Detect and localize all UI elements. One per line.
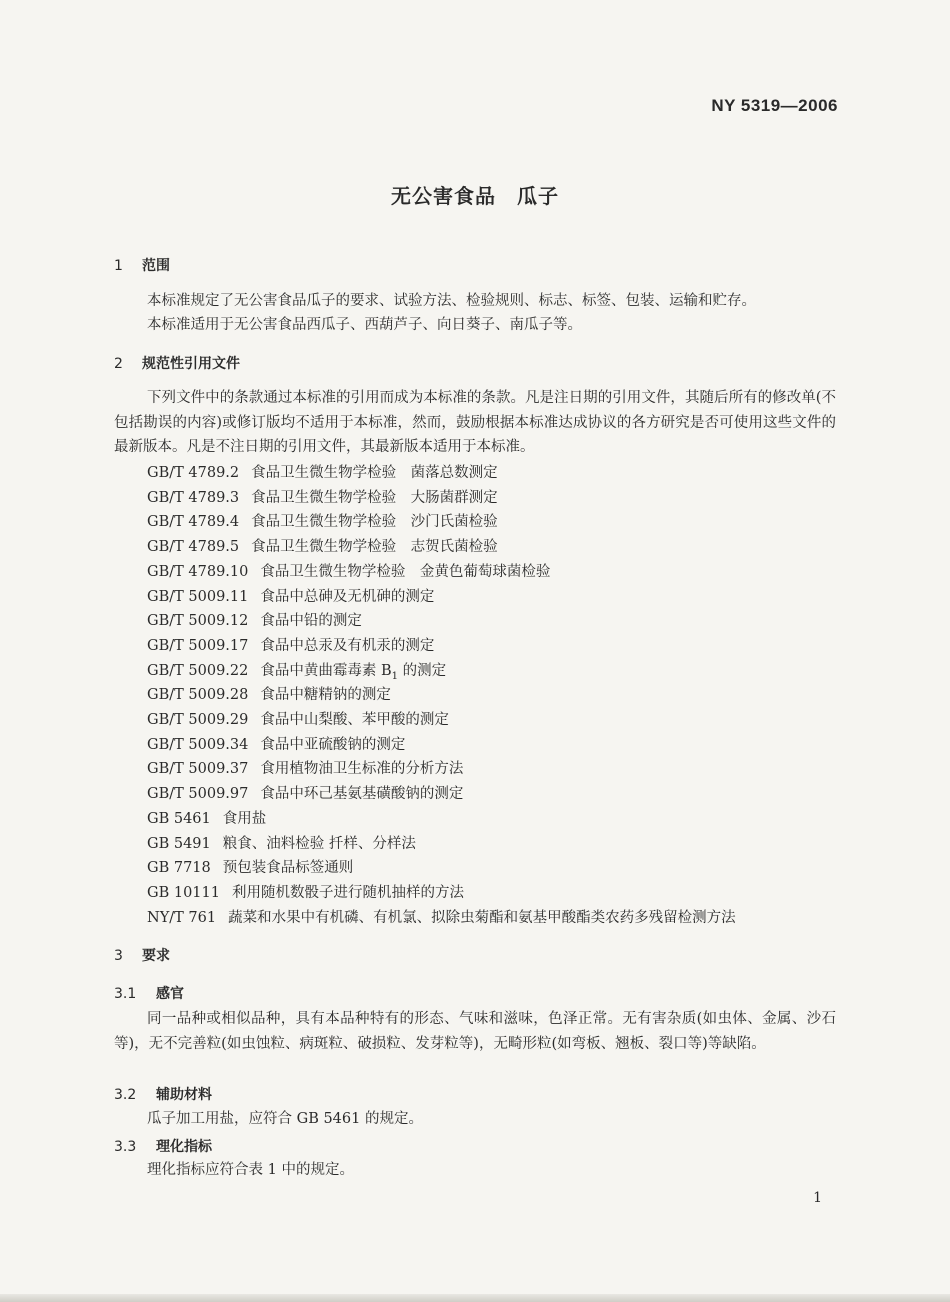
reference-code: GB/T 5009.11 (147, 588, 249, 605)
page-number: 1 (813, 1190, 822, 1206)
section-title: 范围 (142, 258, 170, 274)
standard-number: NY 5319—2006 (711, 96, 838, 115)
reference-item (147, 881, 464, 902)
reference-item (147, 708, 449, 729)
section-title: 辅助材料 (156, 1087, 212, 1103)
reference-title: 食品卫生微生物学检验 金黄色葡萄球菌检验 (260, 563, 551, 580)
reference-item (147, 659, 446, 682)
reference-code: GB/T 4789.10 (147, 563, 249, 580)
reference-code: GB 10111 (147, 884, 220, 901)
reference-code: GB/T 5009.97 (147, 786, 249, 803)
reference-item (147, 585, 434, 606)
reference-title: 食品中总砷及无机砷的测定 (260, 588, 435, 605)
reference-item (147, 634, 434, 655)
reference-code: GB/T 5009.28 (147, 687, 249, 704)
reference-item (147, 856, 353, 877)
reference-code: GB/T 5009.34 (147, 736, 249, 753)
reference-code: GB/T 5009.22 (147, 662, 249, 679)
reference-title: 食用植物油卫生标准的分析方法 (260, 761, 464, 778)
physicochemical-paragraph: 理化指标应符合表 1 中的规定。 (147, 1162, 354, 1178)
section-number: 3 (114, 948, 123, 964)
reference-item (147, 807, 266, 828)
section-title: 要求 (142, 948, 170, 964)
reference-title: 食品卫生微生物学检验 大肠菌群测定 (251, 489, 498, 506)
scope-paragraph-2: 本标准适用于无公害食品西瓜子、西葫芦子、向日葵子、南瓜子等。 (147, 317, 582, 333)
section-number: 2 (114, 356, 123, 372)
reference-title: 食品中环己基氨基磺酸钠的测定 (260, 786, 464, 803)
reference-title: 预包装食品标签通则 (222, 860, 354, 877)
section-3-1-heading (114, 983, 184, 1003)
reference-item (147, 486, 498, 507)
section-title: 感官 (156, 986, 184, 1002)
section-2-heading (114, 353, 240, 373)
reference-title-tail: 的测定 (398, 662, 447, 679)
reference-item (147, 461, 498, 482)
reference-code: GB/T 4789.2 (147, 465, 240, 481)
reference-code: GB/T 4789.4 (147, 514, 240, 531)
reference-item (147, 757, 463, 778)
reference-item (147, 832, 416, 853)
reference-code: GB 5491 (147, 835, 211, 852)
section-3-3-heading (114, 1136, 212, 1156)
reference-title: 食用盐 (222, 810, 267, 827)
section-1-heading (114, 255, 170, 275)
reference-title: 食品卫生微生物学检验 志贺氏菌检验 (251, 539, 498, 556)
reference-title: 食品中亚硫酸钠的测定 (260, 736, 406, 753)
reference-item (147, 609, 362, 630)
reference-item (147, 733, 405, 754)
reference-title: 食品中总汞及有机汞的测定 (260, 637, 435, 654)
reference-code: GB 7718 (147, 860, 211, 877)
scope-paragraph-1: 本标准规定了无公害食品瓜子的要求、试验方法、检验规则、标志、标签、包装、运输和贮存。 (147, 293, 756, 309)
reference-code: GB/T 5009.12 (147, 613, 249, 630)
section-title: 理化指标 (156, 1139, 212, 1155)
section-number: 3.2 (114, 1087, 137, 1103)
reference-code: GB/T 4789.3 (147, 489, 240, 506)
auxiliary-material-paragraph: 瓜子加工用盐，应符合 GB 5461 的规定。 (147, 1111, 423, 1127)
section-title: 规范性引用文件 (142, 356, 240, 372)
subscript: 1 (391, 670, 399, 682)
reference-item (147, 782, 463, 803)
reference-title: 食品卫生微生物学检验 菌落总数测定 (251, 465, 498, 481)
reference-item (147, 683, 391, 704)
reference-code: GB/T 5009.17 (147, 637, 249, 654)
reference-title: 食品卫生微生物学检验 沙门氏菌检验 (251, 514, 498, 531)
reference-title: 蔬菜和水果中有机磷、有机氯、拟除虫菊酯和氨基甲酸酯类农药多残留检测方法 (228, 909, 736, 926)
reference-item (147, 560, 550, 581)
reference-item (147, 510, 498, 531)
reference-title: 食品中糖精钠的测定 (260, 687, 391, 704)
reference-title: 食品中铅的测定 (260, 613, 362, 630)
section-number: 1 (114, 258, 123, 274)
section-3-2-heading (114, 1084, 212, 1104)
reference-title: 食品中山梨酸、苯甲酸的测定 (260, 712, 449, 728)
reference-title: 食品中黄曲霉毒素 B (260, 662, 392, 679)
section-number: 3.1 (114, 986, 137, 1002)
document-title: 无公害食品 瓜子 (391, 184, 559, 208)
reference-code: NY/T 761 (147, 909, 217, 926)
reference-code: GB 5461 (147, 810, 211, 827)
reference-code: GB/T 5009.37 (147, 761, 249, 778)
scan-edge (0, 1294, 950, 1302)
reference-code: GB/T 4789.5 (147, 539, 240, 556)
sensory-paragraph: 同一品种或相似品种，具有本品种特有的形态、气味和滋味，色泽正常。无有害杂质(如虫体、金属、沙石等)，无不完善粒(如虫蚀粒、病斑粒、破损粒、发芽粒等)，无畸形粒(如弯板、翘板、裂口等)等缺陷。 (114, 1011, 836, 1052)
section-3-heading (114, 945, 170, 965)
section-number: 3.3 (114, 1139, 137, 1155)
reference-code: GB/T 5009.29 (147, 712, 249, 728)
reference-title: 粮食、油料检验 扦样、分样法 (222, 835, 416, 852)
references-intro: 下列文件中的条款通过本标准的引用而成为本标准的条款。凡是注日期的引用文件，其随后所有的修改单(不包括勘误的内容)或修订版均不适用于本标准，然而，鼓励根据本标准达成协议的各方研究是否可使用这些文件的最新版本。凡是不注日期的引用文件，其最新版本适用于本标准。 (114, 390, 836, 455)
reference-item (147, 535, 498, 556)
reference-title: 利用随机数骰子进行随机抽样的方法 (231, 884, 464, 901)
reference-item (147, 906, 736, 927)
